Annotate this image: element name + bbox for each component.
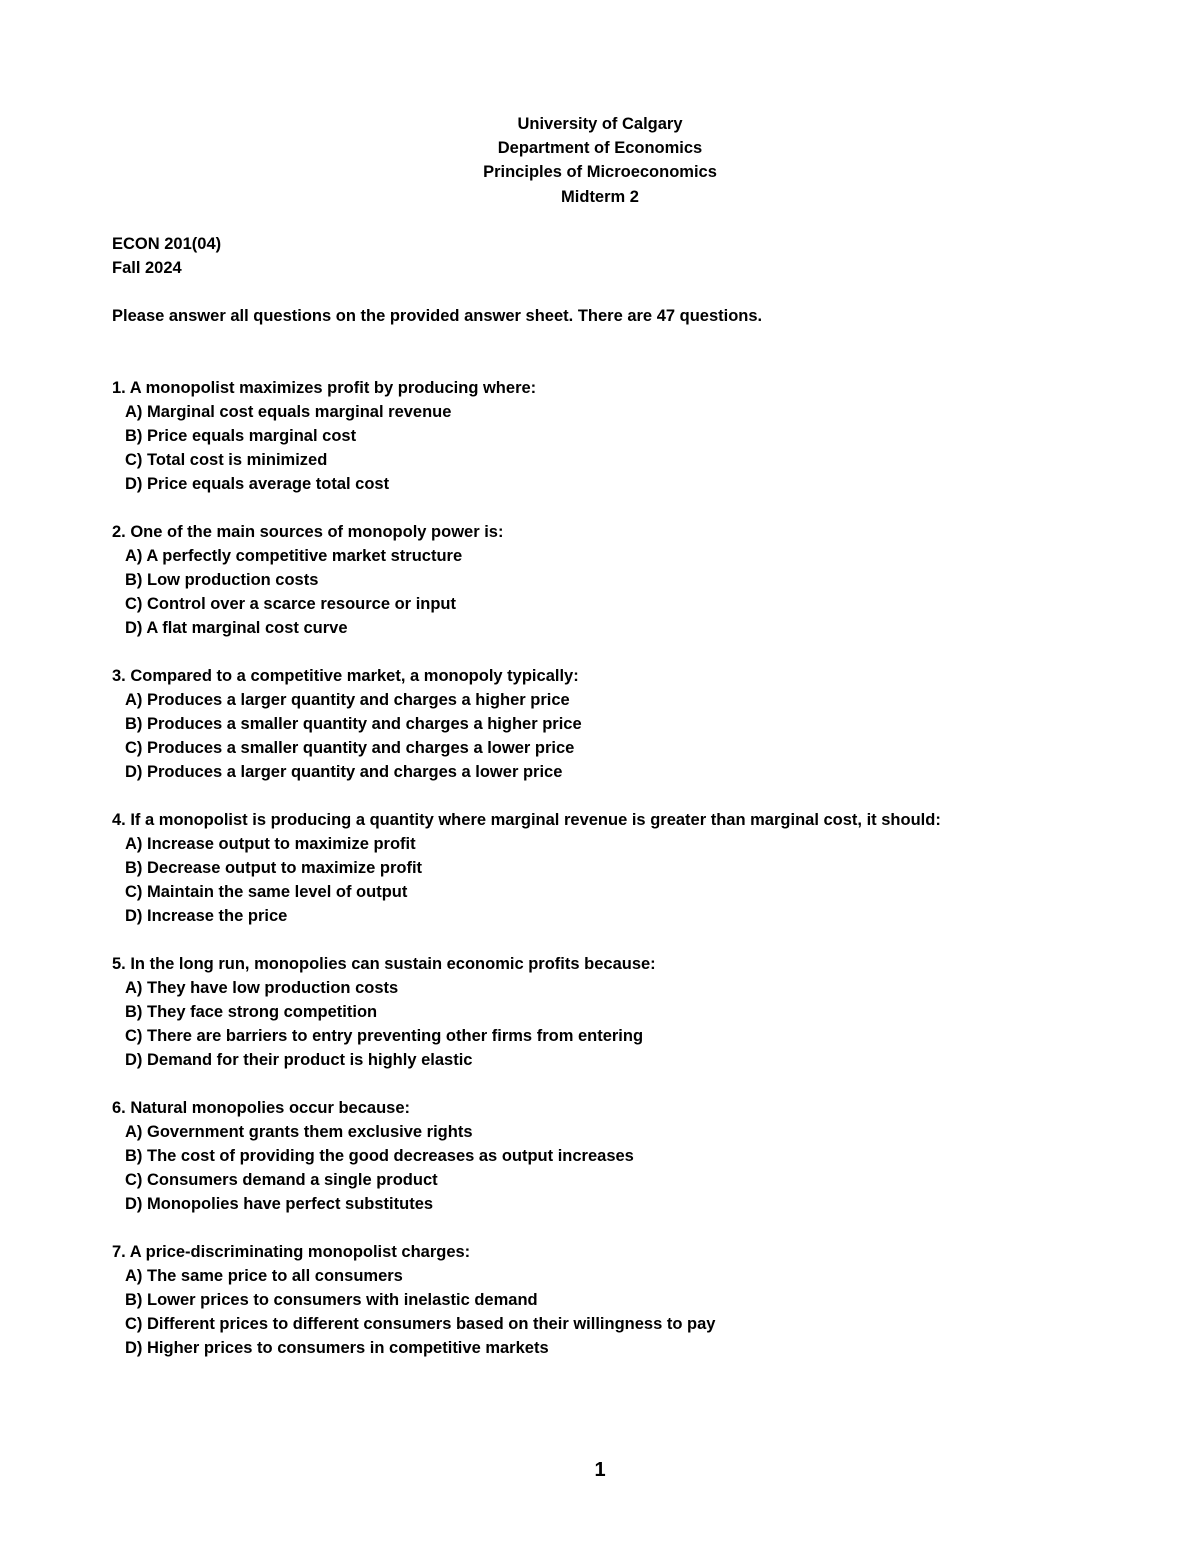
answer-option-b: B) Price equals marginal cost (125, 427, 357, 445)
instructions: Please answer all questions on the provided answer sheet. There are 47 questions. (112, 307, 763, 325)
answer-option-b: B) Low production costs (125, 571, 319, 589)
question-stem: 1. A monopolist maximizes profit by producing where: (112, 379, 537, 397)
answer-option-b: B) Produces a smaller quantity and charges a higher price (125, 715, 582, 733)
page-number: 1 (594, 1459, 606, 1481)
question-stem: 7. A price-discriminating monopolist charges: (112, 1243, 471, 1261)
question-stem: 5. In the long run, monopolies can sustain economic profits because: (112, 955, 656, 973)
answer-option-b: B) They face strong competition (125, 1003, 378, 1021)
answer-option-a: A) They have low production costs (125, 979, 399, 997)
question-3 (112, 664, 1112, 784)
exam-title: Midterm 2 (561, 187, 639, 206)
answer-option-c: C) Total cost is minimized (125, 451, 328, 469)
answer-option-c: C) Control over a scarce resource or input (125, 595, 457, 613)
term: Fall 2024 (112, 259, 182, 278)
answer-option-b: B) Decrease output to maximize profit (125, 859, 423, 877)
answer-option-d: D) Price equals average total cost (125, 475, 390, 493)
answer-option-a: A) The same price to all consumers (125, 1267, 403, 1285)
department-name: Department of Economics (497, 139, 703, 158)
document-header (0, 112, 1200, 209)
university-name: University of Calgary (517, 115, 683, 133)
course-meta (112, 232, 221, 280)
answer-option-d: D) Demand for their product is highly elastic (125, 1051, 473, 1069)
question-4 (112, 808, 1112, 928)
answer-option-a: A) Marginal cost equals marginal revenue (125, 403, 452, 421)
answer-option-c: C) Consumers demand a single product (125, 1171, 438, 1189)
question-list (112, 376, 1112, 1384)
answer-option-a: A) Increase output to maximize profit (125, 835, 416, 853)
question-7 (112, 1240, 1112, 1360)
answer-option-a: A) A perfectly competitive market structure (125, 547, 463, 565)
answer-option-d: D) A flat marginal cost curve (125, 619, 348, 637)
question-1 (112, 376, 1112, 496)
course-code: ECON 201(04) (112, 235, 222, 253)
answer-option-d: D) Monopolies have perfect substitutes (125, 1195, 434, 1213)
answer-option-a: A) Government grants them exclusive rights (125, 1123, 473, 1141)
question-5 (112, 952, 1112, 1072)
answer-option-d: D) Produces a larger quantity and charges a lower price (125, 763, 563, 781)
question-6 (112, 1096, 1112, 1216)
course-title: Principles of Microeconomics (483, 163, 717, 182)
answer-option-a: A) Produces a larger quantity and charges a higher price (125, 691, 570, 709)
answer-option-b: B) Lower prices to consumers with inelastic demand (125, 1291, 538, 1309)
answer-option-c: C) Different prices to different consumers based on their willingness to pay (125, 1315, 716, 1333)
answer-option-c: C) Maintain the same level of output (125, 883, 408, 901)
answer-option-b: B) The cost of providing the good decreases as output increases (125, 1147, 634, 1165)
answer-option-c: C) Produces a smaller quantity and charges a lower price (125, 739, 575, 757)
question-stem: 3. Compared to a competitive market, a monopoly typically: (112, 667, 579, 685)
answer-option-d: D) Increase the price (125, 907, 288, 925)
answer-option-c: C) There are barriers to entry preventing other firms from entering (125, 1027, 644, 1045)
question-stem: 2. One of the main sources of monopoly power is: (112, 523, 504, 541)
question-stem: 6. Natural monopolies occur because: (112, 1099, 410, 1117)
question-2 (112, 520, 1112, 640)
answer-option-d: D) Higher prices to consumers in competitive markets (125, 1339, 549, 1357)
question-stem: 4. If a monopolist is producing a quantity where marginal revenue is greater than marginal cost, it should: (112, 811, 941, 829)
